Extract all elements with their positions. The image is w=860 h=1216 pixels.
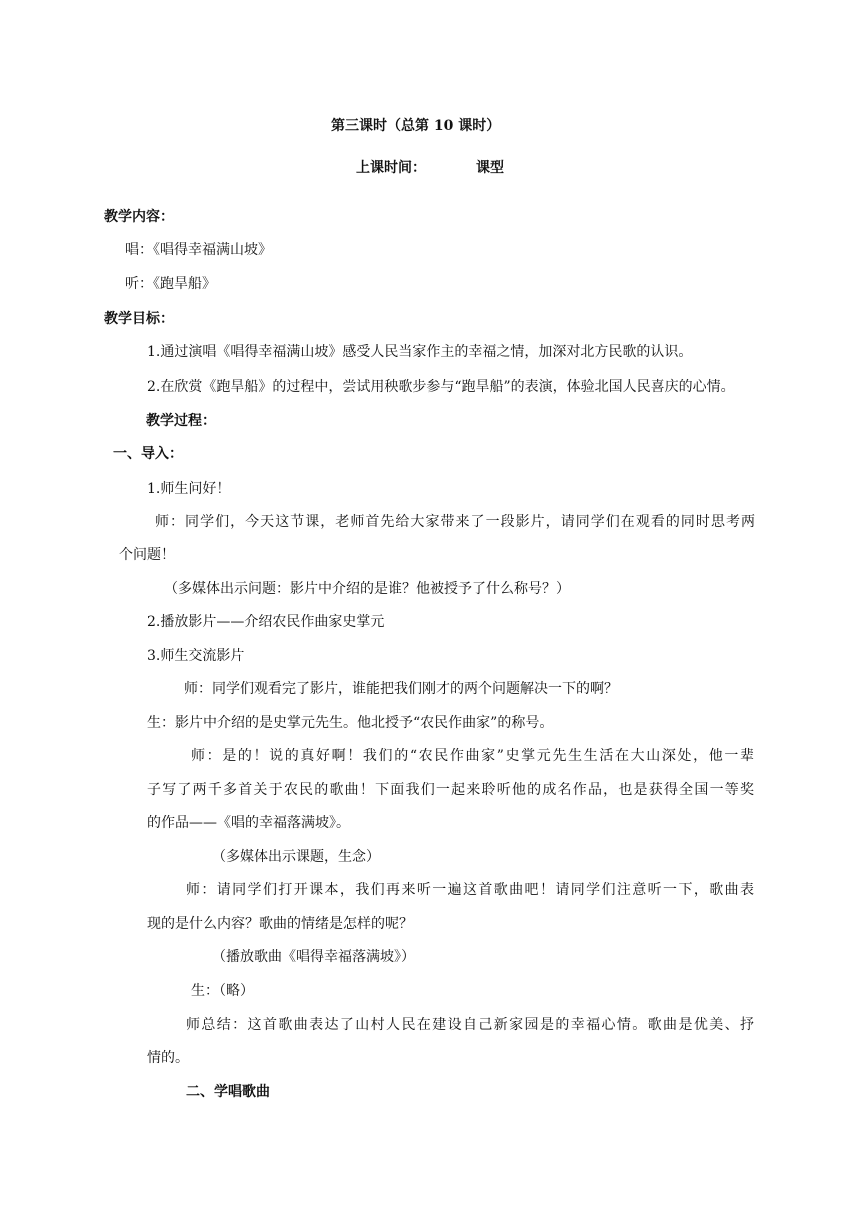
paragraph-line: 3.师生交流影片 bbox=[147, 648, 245, 664]
paragraph-line: 2.播放影片——介绍农民作曲家史掌元 bbox=[147, 614, 385, 630]
section-heading: 一、导入： bbox=[113, 446, 183, 462]
paragraph-line: 的作品——《唱的幸福落满坡》。 bbox=[147, 815, 350, 831]
paragraph-line: 师：同学们，今天这节课，老师首先给大家带来了一段影片，请同学们在观看的同时思考两 bbox=[155, 514, 755, 530]
paragraph-line: （多媒体出示课题，生念） bbox=[212, 849, 380, 865]
paragraph-line: 师：是的！说的真好啊！我们的“农民作曲家”史掌元先生生活在大山深处，他一辈 bbox=[191, 748, 754, 764]
paragraph-line: 师：请同学们打开课本，我们再来听一遍这首歌曲吧！请同学们注意听一下，歌曲表 bbox=[186, 882, 754, 898]
process-heading: 教学过程： bbox=[146, 413, 216, 429]
paragraph-line: 现的是什么内容？歌曲的情绪是怎样的呢？ bbox=[147, 916, 413, 932]
content-sing: 唱：《唱得幸福满山坡》 bbox=[125, 242, 272, 258]
lesson-title: 第三课时（总第 10 课时） bbox=[331, 118, 501, 134]
paragraph-line: 情的。 bbox=[147, 1050, 189, 1066]
content-listen: 听：《跑旱船》 bbox=[125, 276, 216, 292]
paragraph-line: 子写了两千多首关于农民的歌曲！下面我们一起来聆听他的成名作品，也是获得全国一等奖 bbox=[147, 782, 754, 798]
goal-item: 1.通过演唱《唱得幸福满山坡》感受人民当家作主的幸福之情，加深对北方民歌的认识。 bbox=[147, 344, 693, 360]
goal-item: 2.在欣赏《跑旱船》的过程中，尝试用秧歌步参与“跑旱船”的表演，体验北国人民喜庆的心情。 bbox=[147, 379, 735, 395]
goals-heading: 教学目标： bbox=[104, 311, 174, 327]
paragraph-line: 1.师生问好！ bbox=[147, 481, 231, 497]
lesson-type-label: 课型 bbox=[476, 160, 504, 176]
paragraph-line: 个问题！ bbox=[119, 547, 175, 563]
paragraph-line: 生：影片中介绍的是史掌元先生。他北授予“农民作曲家”的称号。 bbox=[147, 715, 554, 731]
section-heading: 二、学唱歌曲 bbox=[186, 1084, 270, 1100]
paragraph-line: （多媒体出示问题：影片中介绍的是谁？他被授予了什么称号？） bbox=[164, 581, 570, 597]
paragraph-line: 师：同学们观看完了影片，谁能把我们刚才的两个问题解决一下的啊？ bbox=[184, 681, 618, 697]
paragraph-line: 师总结：这首歌曲表达了山村人民在建设自己新家园是的幸福心情。歌曲是优美、抒 bbox=[186, 1017, 754, 1033]
paragraph-line: （播放歌曲《唱得幸福落满坡》） bbox=[212, 949, 415, 965]
class-time-label: 上课时间： bbox=[356, 160, 426, 176]
content-heading: 教学内容： bbox=[104, 209, 174, 225]
paragraph-line: 生：（略） bbox=[191, 983, 254, 999]
